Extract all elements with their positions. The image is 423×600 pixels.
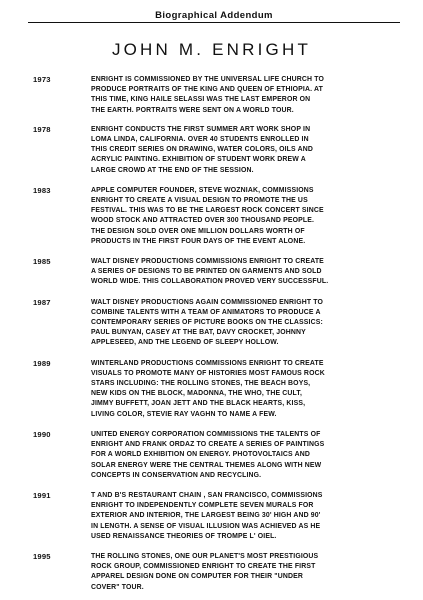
entry-line: UNITED ENERGY CORPORATION COMMISSIONS THE TALENTS OF [91,430,321,438]
header-label: Biographical Addendum [155,10,273,21]
entry-1983 [33,186,408,247]
entry-1987 [33,298,408,349]
entry-line: ACRYLIC PAINTING. EXHIBITION OF STUDENT WORK DREW A [91,156,306,164]
entry-line: CONCEPTS IN CONSERVATION AND RECYCLING. [91,471,262,479]
entry-text [91,359,408,420]
entry-line: THE ROLLING STONES, ONE OUR PLANET'S MOST PRESTIGIOUS [91,552,319,560]
entry-line: FOR A WORLD EXHIBITION ON ENERGY. PHOTOVOLTAICS AND [91,451,310,459]
entry-text [91,491,408,542]
entry-line: IN LENGTH. A SENSE OF VISUAL ILLUSION WAS ACHIEVED AS HE [91,522,321,530]
entry-line: NEW KIDS ON THE BLOCK, MADONNA, THE WHO, THE CULT, [91,390,303,398]
entry-line: CONTEMPORARY SERIES OF PICTURE BOOKS ON THE CLASSICS: [91,319,323,327]
entry-line: PAUL BUNYAN, CASEY AT THE BAT, DAVY CROCKET, JOHNNY [91,329,306,337]
entry-year: 1983 [33,185,51,195]
entry-year: 1987 [33,297,51,307]
entry-line: APPLESEED, AND THE LEGEND OF SLEEPY HOLLOW. [91,339,279,347]
entry-1990 [33,430,408,481]
entry-line: ENRIGHT TO CREATE A VISUAL DESIGN TO PROMOTE THE US [91,197,308,205]
entry-line: ROCK GROUP, COMMISSIONED ENRIGHT TO CREATE THE FIRST [91,563,316,571]
entry-list [33,75,408,593]
entry-year: 1990 [33,429,51,439]
entry-year: 1989 [33,358,51,368]
entry-year: 1995 [33,551,51,561]
entry-line: APPAREL DESIGN DONE ON COMPUTER FOR THEIR "UNDER [91,573,303,581]
entry-text [91,430,408,481]
entry-line: LOMA LINDA, CALIFORNIA. OVER 40 STUDENTS ENROLLED IN [91,136,309,144]
entry-text [91,125,408,176]
entry-line: LARGE CROWD AT THE END OF THE SESSION. [91,166,254,174]
entry-line: THE DESIGN SOLD OVER ONE MILLION DOLLARS WORTH OF [91,227,305,235]
entry-line: LIVING COLOR, STEVIE RAY VAGHN TO NAME A FEW. [91,410,277,418]
entry-line: VISUALS TO PROMOTE MANY OF HISTORIES MOST FAMOUS ROCK [91,369,325,377]
entry-line: COMBINE TALENTS WITH A TEAM OF ANIMATORS TO PRODUCE A [91,308,321,316]
entry-line: THIS CREDIT SERIES ON DRAWING, WATER COLORS, OILS AND [91,146,313,154]
entry-line: WORLD WIDE. THIS COLLABORATION PROVED VERY SUCCESSFUL. [91,278,329,286]
entry-year: 1991 [33,490,51,500]
entry-line: PRODUCE PORTRAITS OF THE KING AND QUEEN OF ETHIOPIA. AT [91,86,323,94]
entry-line: FESTIVAL. THIS WAS TO BE THE LARGEST ROCK CONCERT SINCE [91,207,324,215]
entry-line: EXTERIOR AND INTERIOR, THE LARGEST BEING 30' HIGH AND 90' [91,512,321,520]
entry-line: WINTERLAND PRODUCTIONS COMMISSIONS ENRIGHT TO CREATE [91,359,324,367]
entry-text [91,298,408,349]
entry-line: JIMMY BUFFETT, JOAN JETT AND THE BLACK HEARTS, KISS, [91,400,306,408]
entry-line: T AND B'S RESTAURANT CHAIN , SAN FRANCISCO, COMMISSIONS [91,491,323,499]
entry-year: 1985 [33,257,51,267]
entry-line: WALT DISNEY PRODUCTIONS COMMISSIONS ENRIGHT TO CREATE [91,258,324,266]
entry-text [91,257,408,288]
entry-1995 [33,552,408,593]
entry-1989 [33,359,408,420]
entry-1973 [33,75,408,116]
entry-line: THIS TIME, KING HAILE SELASSI WAS THE LAST EMPEROR ON [91,96,311,104]
entry-line: ENRIGHT TO INDEPENDENTLY COMPLETE SEVEN MURALS FOR [91,502,314,510]
entry-line: APPLE COMPUTER FOUNDER, STEVE WOZNIAK, COMMISSIONS [91,186,314,194]
entry-line: ENRIGHT AND FRANK ORDAZ TO CREATE A SERIES OF PAINTINGS [91,441,325,449]
entry-line: SOLAR ENERGY WERE THE CENTRAL THEMES ALONG WITH NEW [91,461,322,469]
entry-line: WALT DISNEY PRODUCTIONS AGAIN COMMISSIONED ENRIGHT TO [91,298,324,306]
entry-year: 1978 [33,124,51,134]
entry-line: COVER" TOUR. [91,583,144,591]
entry-1991 [33,491,408,542]
entry-line: THE EARTH. PORTRAITS WERE SENT ON A WORLD TOUR. [91,106,294,114]
entry-year: 1973 [33,75,51,84]
page-title: JOHN M. ENRIGHT [111,40,312,59]
entry-line: ENRIGHT IS COMMISSIONED BY THE UNIVERSAL LIFE CHURCH TO [91,76,324,83]
entry-line: WOOD STOCK AND ATTRACTED OVER 300 THOUSAND PEOPLE. [91,217,315,225]
entry-text [91,552,408,593]
page-header [28,10,400,23]
entry-line: STARS INCLUDING: THE ROLLING STONES, THE BEACH BOYS, [91,380,311,388]
header-rule [28,22,400,23]
entry-1985 [33,257,408,288]
entry-line: USED RENAISSANCE THEORIES OF TROMPE L' OIEL. [91,532,277,540]
entry-1978 [33,125,408,176]
entry-text [91,186,408,247]
entry-text [91,75,408,116]
entry-line: A SERIES OF DESIGNS TO BE PRINTED ON GARMENTS AND SOLD [91,268,322,276]
entry-line: PRODUCTS IN THE FIRST FOUR DAYS OF THE EVENT ALONE. [91,237,306,245]
entry-line: ENRIGHT CONDUCTS THE FIRST SUMMER ART WORK SHOP IN [91,125,311,133]
